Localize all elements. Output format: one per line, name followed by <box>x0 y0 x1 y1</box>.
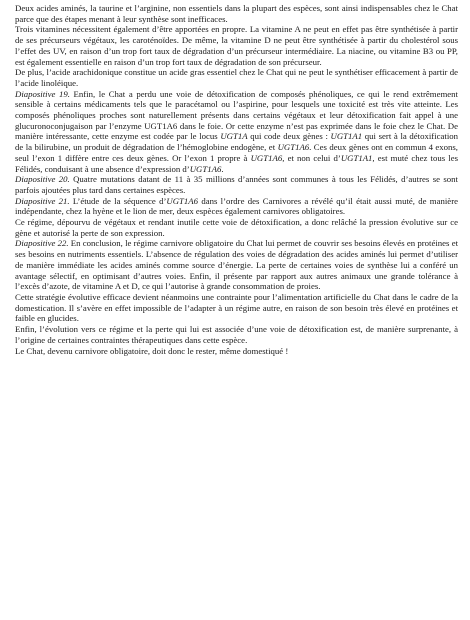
text-run: Enfin, l’évolution vers ce régime et la perte qui lui est associée d’une voie de détoxification est, de manière surprenante, à l’origine de certaines contraintes thérapeutiques dans cette espèce. <box>15 324 458 345</box>
paragraph-diapositive-20 <box>15 174 458 195</box>
paragraph-taurine-arginine <box>15 3 458 24</box>
paragraph-conclusion <box>15 346 458 357</box>
paragraph-acide-arachidonique <box>15 67 458 88</box>
italic-run: Diapositive 21. <box>15 195 70 206</box>
text-run: qui code deux gènes : <box>247 131 331 142</box>
paragraph-strategie-evolutive <box>15 292 458 324</box>
text-run: qui sert à la détoxification de la bilirubine, un produit de dégradation de l’hémoglobine endogène, et <box>15 131 459 153</box>
text-run: Quatre mutations datant de 11 à 35 millions d’années sont communes à tous les Félidés, d’autres se sont parfois ajoutées plus tard dans certaines espèces. <box>15 174 458 195</box>
text-run: Le Chat, devenu carnivore obligatoire, doit donc le rester, même domestiqué ! <box>15 345 289 356</box>
italic-run: Diapositive 20. <box>15 174 70 185</box>
text-run: L’étude de la séquence d’ <box>69 195 167 206</box>
text-run: Deux acides aminés, la taurine et l’arginine, non essentiels dans la plupart des espèces, sont ainsi indispensables chez le Chat parce que des étapes menant à leur synthèse sont inefficaces. <box>15 3 458 24</box>
italic-run: Diapositive 22. <box>15 238 69 249</box>
italic-run: UGT1A6 <box>189 163 222 174</box>
paragraph-contraintes-therapeutiques <box>15 324 458 345</box>
text-run: dans l’ordre des Carnivores a révélé qu’il était aussi muté, de manière indépendante, chez la hyène et le lion de mer, deux espèces également carnivores obligatoires. <box>15 195 458 217</box>
document-body <box>15 3 458 356</box>
italic-run: UGT1A1 <box>330 131 363 142</box>
text-run: Enfin, le Chat a perdu une voie de détoxification de composés phénoliques, ce qui le rend extrêmement sensible à certains médicaments tels que le paracétamol ou l’aspirine, pour lesquels une toxicité est très vite atteinte. Les composés phénoliques proches sont naturellement présents dans certains végétaux et leur détoxification fait appel à une glucuronoconjugaison par l’enzyme UGT1A6 dans le foie. Or cette enzyme n’est pas exprimée dans le foie chez le Chat. De manière intéressante, cette enzyme est codée par le locus <box>15 88 458 142</box>
text-run: Trois vitamines nécessitent également d’être apportées en propre. La vitamine A ne peut en effet pas être synthétisée à partir de ses précurseurs végétaux, les caroténoïdes. De même, la vitamine D ne peut être synthétisée à partir du cholestérol sous l’effet des UV, en raison d’un trop fort taux de dégradation d’un précurseur intermédiaire. La niacine, ou vitamine B3 ou PP, est également essentielle en raison d’un trop fort taux de dégradation de son précurseur. <box>15 24 458 67</box>
italic-run: UGT1A1 <box>340 152 373 163</box>
text-run: . Ces deux gènes ont en commun 4 exons, seul l’exon 1 diffère entre ces deux gènes. Or l’exon 1 propre à <box>15 142 458 163</box>
text-run: , est muté chez tous les Félidés, conduisant à une absence d’expression d’ <box>15 152 458 174</box>
paragraph-diapositive-19 <box>15 89 458 175</box>
italic-run: Diapositive 19. <box>15 88 70 99</box>
italic-run: UGT1A6 <box>277 142 310 153</box>
text-run: Ce régime, dépourvu de végétaux et rendant inutile cette voie de détoxification, a donc relâché la pression évolutive sur ce gène et autorisé la perte de son expression. <box>15 217 458 238</box>
text-run: En conclusion, le régime carnivore obligatoire du Chat lui permet de couvrir ses besoins élevés en protéines et ses besoins en nutriments essentiels. L’absence de régulation des voies de dégradation des acides aminés lui permet d’utiliser de manière immédiate les acides aminés comme source d’énergie. La perte de certaines voies de synthèse lui a conféré un avantage sélectif, en optimisant d’autres voies. Enfin, il présente par rapport aux autres animaux une grande tolérance à l’excès d’azote, de vitamine A et D, ce qui l’autorise à grande consommation de proies. <box>15 238 459 292</box>
paragraph-vitamines <box>15 24 458 67</box>
text-run: , et non celui d’ <box>282 152 341 163</box>
italic-run: UGT1A6 <box>166 195 199 206</box>
text-run: . <box>221 163 224 174</box>
italic-run: UGT1A <box>220 131 248 142</box>
text-run: De plus, l’acide arachidonique constitue un acide gras essentiel chez le Chat qui ne peut le synthétiser efficacement à partir de l’acide linoléique. <box>15 67 458 88</box>
text-run: Cette stratégie évolutive efficace devient néanmoins une contrainte pour l’alimentation artificielle du Chat dans le cadre de la domestication. Il s’avère en effet impossible de l’adapter à un régime autre, en raison de son besoin très élevé en protéines et faible en glucides. <box>15 291 458 324</box>
paragraph-regime-detoxification <box>15 217 458 238</box>
paragraph-diapositive-22 <box>15 238 458 292</box>
italic-run: UGT1A6 <box>250 152 283 163</box>
paragraph-diapositive-21 <box>15 196 458 217</box>
